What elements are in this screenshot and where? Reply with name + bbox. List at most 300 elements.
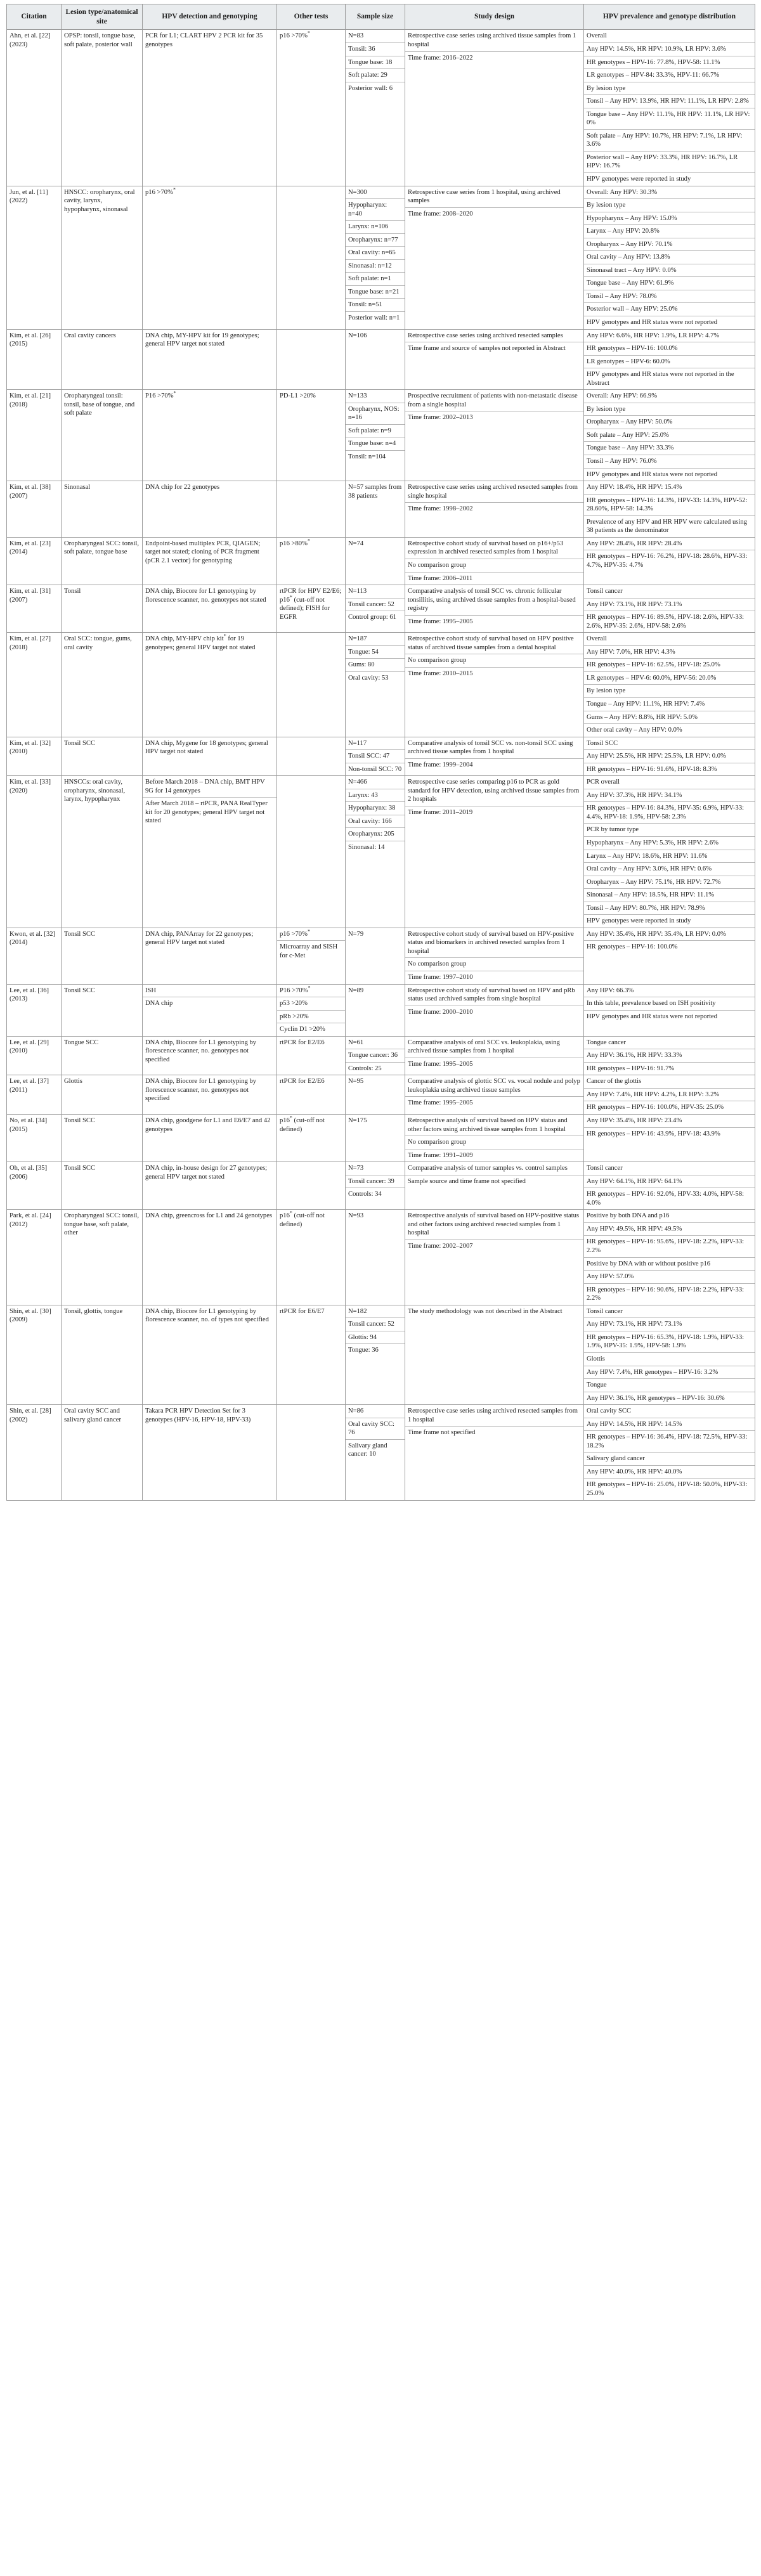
table-row: [7, 1075, 755, 1115]
sample-size-cell: [346, 390, 405, 481]
lesion-cell: [62, 585, 143, 633]
prevalence-cell-line: Overall: Any HPV: 30.3%: [587, 188, 658, 196]
prevalence-cell-line: Any HPV: 73.1%, HR HPV: 73.1%: [584, 598, 755, 609]
footnote-marker: *: [289, 1115, 292, 1121]
prevalence-cell-line: Any HPV: 25.5%, HR HPV: 25.5%, LR HPV: 0.0%: [584, 749, 755, 761]
study-design-cell-line: Time frame: 2002–2013: [405, 411, 583, 422]
sample-size-cell-line: Tongue base: n=21: [346, 285, 405, 297]
sample-size-cell-line: Hypopharynx: n=40: [346, 198, 405, 218]
citation-cell: [7, 1305, 62, 1404]
lesion-cell: [62, 776, 143, 928]
lesion-cell-text: Oral SCC: tongue, gums, oral cavity: [64, 635, 132, 651]
prevalence-cell-line: Any HPV: 7.0%, HR HPV: 4.3%: [584, 645, 755, 657]
sample-size-cell-line: Tonsil cancer: 52: [346, 598, 405, 609]
prevalence-cell-line: Any HPV: 66.3%: [587, 987, 634, 994]
prevalence-cell-line: Tonsil cancer: [587, 588, 623, 595]
study-design-cell: [405, 1036, 584, 1075]
other-tests-cell: [277, 1075, 346, 1115]
other-tests-cell-line: [280, 739, 342, 748]
sample-size-cell-line: Oropharynx, NOS: n=16: [346, 403, 405, 422]
prevalence-cell-line: Any HPV: 73.1%, HR HPV: 73.1%: [584, 1317, 755, 1329]
prevalence-cell: [584, 30, 755, 186]
lesion-cell-text: Glottis: [64, 1078, 82, 1085]
lesion-cell: [62, 537, 143, 585]
lesion-cell-text: Tonsil SCC: [64, 987, 96, 994]
citation-cell-text: Kim, et al. [23] (2014): [10, 540, 51, 556]
prevalence-cell-line: Tongue base – Any HPV: 61.9%: [584, 276, 755, 288]
study-design-cell-line: Retrospective case series using archived resected samples from 1 hospital: [408, 1408, 578, 1423]
prevalence-cell-line: HR genotypes – HPV-16: 92.0%, HPV-33: 4.0%, HPV-58: 4.0%: [584, 1188, 755, 1207]
sample-size-cell-line: N=133: [348, 392, 367, 400]
prevalence-cell: [584, 585, 755, 633]
prevalence-cell-line: Any HPV: 18.4%, HR HPV: 15.4%: [587, 484, 682, 491]
citation-cell: [7, 776, 62, 928]
study-design-cell: [405, 1305, 584, 1404]
sample-size-cell-line: Salivary gland cancer: 10: [346, 1439, 405, 1459]
footnote-marker: *: [173, 390, 176, 396]
citation-cell-text: Jun, et al. [11] (2022): [10, 188, 48, 205]
detection-cell-line: DNA chip, Biocore for L1 genotyping by florescence scanner, no. genotypes not specified: [145, 1078, 257, 1103]
citation-cell: [7, 633, 62, 737]
study-design-cell: [405, 585, 584, 633]
prevalence-cell: [584, 1405, 755, 1500]
sample-size-cell-line: N=89: [348, 987, 364, 994]
lesion-cell-text: HNSCC: oropharynx, oral cavity, larynx, hypopharynx, sinonasal: [64, 188, 135, 213]
lesion-cell: [62, 1115, 143, 1162]
other-tests-cell: [277, 1162, 346, 1210]
detection-cell: [143, 1115, 277, 1162]
prevalence-cell-line: HR genotypes – HPV-16: 25.0%, HPV-18: 50.0%, HPV-33: 25.0%: [584, 1478, 755, 1498]
other-tests-cell: [277, 390, 346, 481]
prevalence-cell-line: By lesion type: [584, 403, 755, 414]
table-row: [7, 585, 755, 633]
sample-size-cell: [346, 329, 405, 390]
prevalence-cell-line: Cancer of the glottis: [587, 1078, 642, 1085]
prevalence-cell-line: Overall: Any HPV: 66.9%: [587, 392, 658, 400]
sample-size-cell-line: N=466: [348, 779, 367, 786]
study-design-cell: [405, 737, 584, 776]
citation-cell: [7, 1115, 62, 1162]
prevalence-cell-line: HR genotypes – HPV-16: 90.6%, HPV-18: 2.2%, HPV-33: 2.2%: [584, 1283, 755, 1303]
study-design-cell-line: Time frame: 2010–2015: [405, 667, 583, 678]
citation-cell-text: Kim, et al. [33] (2020): [10, 779, 51, 794]
prevalence-cell-line: Tongue base – Any HPV: 11.1%, HR HPV: 11.1%, LR HPV: 0%: [584, 108, 755, 127]
citation-cell: [7, 537, 62, 585]
other-tests-cell: [277, 984, 346, 1036]
study-design-cell: [405, 1162, 584, 1210]
prevalence-cell-line: HPV genotypes and HR status were not reported: [584, 1010, 755, 1021]
sample-size-cell: [346, 585, 405, 633]
study-design-cell-line: No comparison group: [405, 957, 583, 969]
prevalence-cell-line: By lesion type: [584, 82, 755, 93]
study-design-cell: [405, 776, 584, 928]
detection-cell: [143, 633, 277, 737]
citation-cell: [7, 1405, 62, 1500]
prevalence-cell-line: LR genotypes – HPV-84: 33.3%, HPV-11: 66.7%: [584, 68, 755, 80]
lesion-cell: [62, 1075, 143, 1115]
sample-size-cell-line: Control group: 61: [346, 611, 405, 622]
detection-cell-line: P16 >70%*: [145, 390, 176, 400]
sample-size-cell-line: Gums: 80: [346, 658, 405, 670]
sample-size-cell-line: N=73: [348, 1165, 364, 1172]
sample-size-cell-line: Tongue: 54: [346, 645, 405, 657]
prevalence-cell-line: Any HPV: 14.5%, HR HPV: 14.5%: [584, 1418, 755, 1429]
prevalence-cell-line: Tongue base – Any HPV: 33.3%: [584, 441, 755, 453]
detection-cell: [143, 737, 277, 776]
prevalence-cell-line: Any HPV: 28.4%, HR HPV: 28.4%: [587, 540, 682, 547]
study-design-cell: [405, 1075, 584, 1115]
other-tests-cell-line: rtPCR for HPV E2/E6; p16* (cut-off not defined); FISH for EGFR: [280, 588, 342, 621]
sample-size-cell: [346, 1115, 405, 1162]
detection-cell: [143, 1210, 277, 1305]
prevalence-cell-line: Sinonasal tract – Any HPV: 0.0%: [584, 264, 755, 275]
other-tests-cell-line: pRb >20%: [277, 1010, 345, 1021]
study-design-cell-line: Time frame: 2011–2019: [405, 806, 583, 817]
study-design-cell-line: Retrospective cohort study of survival based on HPV positive status of archived tissue samples from a dental hospital: [408, 635, 574, 651]
prevalence-cell-line: HR genotypes – HPV-16: 100.0%, HPV-35: 25.0%: [584, 1101, 755, 1112]
prevalence-cell-line: HR genotypes – HPV-16: 89.5%, HPV-18: 2.6%, HPV-33: 2.6%, HPV-35: 2.6%, HPV-58: 2.6%: [584, 611, 755, 630]
lesion-cell: [62, 1210, 143, 1305]
prevalence-cell-line: Any HPV: 35.4%, HR HPV: 23.4%: [587, 1117, 682, 1125]
sample-size-cell-line: Tonsil: n=51: [346, 298, 405, 309]
detection-cell-line: Endpoint-based multiplex PCR, QIAGEN; target not stated; cloning of PCR fragment (pCR 2.1 vector) for genotyping: [145, 540, 261, 564]
citation-cell-text: Kim, et al. [32] (2010): [10, 739, 51, 756]
citation-cell-text: Lee, et al. [36] (2013): [10, 987, 49, 1003]
study-design-cell-line: No comparison group: [405, 654, 583, 665]
other-tests-cell-line: [280, 635, 342, 644]
study-design-cell: [405, 1405, 584, 1500]
study-design-cell-line: Retrospective case series using archived resected samples: [408, 332, 563, 339]
prevalence-cell-line: PCR overall: [587, 779, 620, 786]
table-row: [7, 481, 755, 538]
other-tests-cell-line: rtPCR for E6/E7: [280, 1307, 325, 1315]
sample-size-cell-line: Sinonasal: n=12: [346, 259, 405, 271]
prevalence-cell-line: Soft palate – Any HPV: 10.7%, HR HPV: 7.1%, LR HPV: 3.6%: [584, 129, 755, 149]
prevalence-cell-line: Other oral cavity – Any HPV: 0.0%: [584, 723, 755, 735]
prevalence-cell-line: Oral cavity – Any HPV: 13.8%: [584, 250, 755, 262]
citation-cell-text: Kim, et al. [26] (2015): [10, 332, 51, 348]
other-tests-cell-line: [280, 1164, 342, 1173]
other-tests-cell-line: Microarray and SISH for c-Met: [277, 940, 345, 960]
prevalence-cell-line: HR genotypes – HPV-16: 77.8%, HPV-58: 11.1%: [584, 56, 755, 67]
prevalence-cell: [584, 1115, 755, 1162]
detection-cell-line: DNA chip, goodgene for L1 and E6/E7 and 42 genotypes: [145, 1117, 271, 1133]
study-design-cell: [405, 1210, 584, 1305]
citation-cell-text: Kim, et al. [38] (2007): [10, 484, 51, 500]
study-design-cell-line: Time frame: 1997–2010: [405, 971, 583, 982]
prevalence-cell-line: HR genotypes – HPV-16: 95.6%, HPV-18: 2.2%, HPV-33: 2.2%: [584, 1235, 755, 1255]
detection-cell-line: DNA chip: [143, 997, 276, 1008]
sample-size-cell-line: N=57 samples from 38 patients: [348, 484, 402, 500]
prevalence-cell-line: Tonsil – Any HPV: 80.7%, HR HPV: 78.9%: [584, 902, 755, 913]
other-tests-cell: [277, 30, 346, 186]
citation-cell: [7, 1210, 62, 1305]
prevalence-cell-line: HPV genotypes were reported in study: [584, 914, 755, 926]
lesion-cell: [62, 390, 143, 481]
footnote-marker: *: [308, 985, 311, 991]
sample-size-cell-line: Oral cavity: 53: [346, 671, 405, 683]
prevalence-cell-line: Any HPV: 14.5%, HR HPV: 10.9%, LR HPV: 3.6%: [584, 42, 755, 54]
prevalence-cell-line: By lesion type: [584, 684, 755, 696]
other-tests-cell-line: p16 >70%*: [280, 30, 310, 40]
sample-size-cell-line: Tonsil: n=104: [346, 450, 405, 462]
other-tests-cell: [277, 1210, 346, 1305]
study-design-cell-line: Comparative analysis of oral SCC vs. leukoplakia, using archived tissue samples from 1 hospital: [408, 1039, 560, 1055]
table-row: [7, 1162, 755, 1210]
other-tests-cell: [277, 737, 346, 776]
prevalence-cell: [584, 329, 755, 390]
study-design-cell-line: Comparative analysis of tonsil SCC vs. non-tonsil SCC using archived tissue samples from 1 hospital: [408, 739, 573, 756]
other-tests-cell: [277, 1036, 346, 1075]
lesion-cell: [62, 186, 143, 329]
other-tests-cell-line: Cyclin D1 >20%: [277, 1023, 345, 1034]
study-design-cell-line: Comparative analysis of tumor samples vs. control samples: [408, 1165, 568, 1172]
sample-size-cell: [346, 1162, 405, 1210]
sample-size-cell: [346, 928, 405, 984]
study-design-cell-line: Time frame: 2008–2020: [405, 207, 583, 219]
prevalence-cell-line: Oral cavity – Any HPV: 3.0%, HR HPV: 0.6%: [584, 862, 755, 874]
study-design-cell: [405, 390, 584, 481]
study-design-cell-line: Prospective recruitment of patients with non-metastatic disease from a single hospital: [408, 392, 578, 408]
table-row: [7, 1115, 755, 1162]
detection-cell-line: DNA chip, greencross for L1 and 24 genotypes: [145, 1212, 273, 1220]
prevalence-cell-line: Tongue – Any HPV: 11.1%, HR HPV: 7.4%: [584, 697, 755, 709]
citation-cell: [7, 1075, 62, 1115]
sample-size-cell-line: Oropharynx: n=77: [346, 233, 405, 245]
prevalence-cell-line: Any HPV: 6.6%, HR HPV: 1.9%, LR HPV: 4.7%: [587, 332, 720, 339]
citation-cell-text: Kwon, et al. [32] (2014): [10, 930, 56, 947]
lesion-cell-text: Sinonasal: [64, 484, 91, 491]
prevalence-cell-line: Posterior wall – Any HPV: 33.3%, HR HPV: 16.7%, LR HPV: 16.7%: [584, 151, 755, 171]
study-design-cell-line: Time frame: 2016–2022: [405, 51, 583, 63]
prevalence-cell-line: Overall: [587, 32, 607, 40]
prevalence-cell: [584, 1210, 755, 1305]
sample-size-cell-line: N=95: [348, 1078, 364, 1085]
lesion-cell-text: Tonsil SCC: [64, 930, 96, 938]
header-study-design: Study design: [405, 4, 584, 30]
sample-size-cell-line: Sinonasal: 14: [346, 841, 405, 852]
detection-cell-line: DNA chip, Biocore for L1 genotyping by florescence scanner, no. genotypes not specified: [145, 1039, 257, 1063]
page: [6, 0, 755, 1501]
study-design-cell-line: Sample source and time frame not specified: [405, 1175, 583, 1186]
sample-size-cell: [346, 30, 405, 186]
prevalence-cell-line: HR genotypes – HPV-16: 65.3%, HPV-18: 1.9%, HPV-33: 1.9%, HPV-35: 1.9%, HPV-58: 1.9%: [584, 1331, 755, 1350]
sample-size-cell-line: Tonsil cancer: 39: [346, 1175, 405, 1186]
prevalence-cell-line: Any HPV: 36.1%, HR genotypes – HPV-16: 30.6%: [584, 1392, 755, 1403]
sample-size-cell: [346, 1305, 405, 1404]
hpv-studies-table: [6, 4, 755, 1501]
other-tests-cell-line: p16* (cut-off not defined): [280, 1210, 325, 1228]
prevalence-cell: [584, 1075, 755, 1115]
lesion-cell: [62, 737, 143, 776]
prevalence-cell-line: By lesion type: [584, 198, 755, 210]
prevalence-cell-line: Posterior wall – Any HPV: 25.0%: [584, 302, 755, 314]
citation-cell-text: Shin, et al. [28] (2002): [10, 1408, 51, 1423]
prevalence-cell-line: In this table, prevalence based on ISH positivity: [584, 997, 755, 1008]
study-design-cell-line: Time frame: 1998–2002: [405, 502, 583, 514]
header-hpv-prevalence: HPV prevalence and genotype distribution: [584, 4, 755, 30]
citation-cell: [7, 737, 62, 776]
prevalence-cell-line: Any HPV: 36.1%, HR HPV: 33.3%: [584, 1049, 755, 1060]
detection-cell: [143, 329, 277, 390]
sample-size-cell-line: N=86: [348, 1408, 364, 1415]
sample-size-cell: [346, 1075, 405, 1115]
sample-size-cell-line: N=117: [348, 739, 367, 747]
table-header: [7, 4, 755, 30]
sample-size-cell-line: Tonsil: 36: [346, 42, 405, 54]
prevalence-cell: [584, 1305, 755, 1404]
lesion-cell-text: Oropharyngeal SCC: tonsil, soft palate, tongue base: [64, 540, 139, 556]
lesion-cell-text: Tonsil SCC: [64, 1165, 96, 1172]
sample-size-cell-line: Hypopharynx: 38: [346, 801, 405, 813]
other-tests-cell-line: [280, 778, 342, 787]
lesion-cell: [62, 928, 143, 984]
detection-cell-line: Before March 2018 – DNA chip, BMT HPV 9G for 14 genotypes: [145, 779, 265, 794]
table-row: [7, 984, 755, 1036]
prevalence-cell-line: Larynx – Any HPV: 18.6%, HR HPV: 11.6%: [584, 850, 755, 861]
footnote-marker: *: [307, 30, 310, 36]
prevalence-cell-line: Larynx – Any HPV: 20.8%: [584, 224, 755, 236]
prevalence-cell-line: HR genotypes – HPV-16: 36.4%, HPV-18: 72.5%, HPV-33: 18.2%: [584, 1430, 755, 1450]
sample-size-cell-line: Oral cavity SCC: 76: [346, 1418, 405, 1437]
prevalence-cell-line: LR genotypes – HPV-6: 60.0%: [584, 355, 755, 366]
sample-size-cell: [346, 1405, 405, 1500]
study-design-cell-line: Retrospective cohort study of survival based on HPV and pRb status used archived samples from single hospital: [408, 987, 575, 1003]
other-tests-cell: [277, 329, 346, 390]
sample-size-cell-line: N=300: [348, 188, 367, 196]
prevalence-cell-line: HR genotypes – HPV-16: 91.7%: [584, 1062, 755, 1073]
study-design-cell: [405, 186, 584, 329]
footnote-marker: *: [172, 186, 176, 193]
other-tests-cell-line: [280, 1407, 342, 1416]
lesion-cell-text: Oropharyngeal SCC: tonsil, tongue base, soft palate, other: [64, 1212, 139, 1237]
sample-size-cell-line: Non-tonsil SCC: 70: [346, 763, 405, 774]
lesion-cell-text: HNSCCs: oral cavity, oropharynx, sinonasal, larynx, hypopharynx: [64, 779, 126, 803]
prevalence-cell-line: Oral cavity SCC: [587, 1408, 632, 1415]
study-design-cell-line: Retrospective cohort study of survival based on HPV-positive status and biomarkers in archived resected samples from 1 hospital: [408, 930, 574, 955]
sample-size-cell-line: Posterior wall: 6: [346, 82, 405, 93]
sample-size-cell-line: Larynx: 43: [346, 789, 405, 800]
detection-cell-line: DNA chip, MY-HPV kit for 19 genotypes; general HPV target not stated: [145, 332, 259, 348]
table-row: [7, 30, 755, 186]
study-design-cell-line: Time frame: 1995–2005: [405, 615, 583, 626]
detection-cell: [143, 481, 277, 538]
citation-cell-text: Lee, et al. [29] (2010): [10, 1039, 49, 1055]
study-design-cell-line: Retrospective analysis of survival based on HPV-positive status and other factors using archived resected samples from 1 hospital: [408, 1212, 580, 1237]
detection-cell-line: DNA chip, Mygene for 18 genotypes; general HPV target not stated: [145, 739, 268, 756]
citation-cell-text: Kim, et al. [27] (2018): [10, 635, 51, 651]
prevalence-cell-line: Tongue cancer: [587, 1039, 626, 1046]
prevalence-cell-line: Oropharynx – Any HPV: 50.0%: [584, 415, 755, 427]
detection-cell-line: PCR for L1; CLART HPV 2 PCR kit for 35 genotypes: [145, 32, 263, 48]
table-row: [7, 390, 755, 481]
prevalence-cell: [584, 390, 755, 481]
lesion-cell-text: Tonsil SCC: [64, 739, 96, 747]
sample-size-cell-line: N=74: [348, 540, 364, 547]
sample-size-cell-line: Tongue base: 18: [346, 56, 405, 67]
lesion-cell-text: Tonsil, glottis, tongue: [64, 1307, 123, 1315]
prevalence-cell-line: Tonsil – Any HPV: 76.0%: [584, 455, 755, 466]
study-design-cell-line: Time frame: 1991–2009: [405, 1149, 583, 1160]
citation-cell-text: Lee, et al. [37] (2011): [10, 1078, 49, 1094]
sample-size-cell-line: Controls: 34: [346, 1188, 405, 1199]
citation-cell-text: Park, et al. [24] (2012): [10, 1212, 51, 1228]
citation-cell-text: Oh, et al. [35] (2006): [10, 1165, 48, 1181]
other-tests-cell-line: p16 >80%*: [280, 538, 310, 547]
sample-size-cell: [346, 1210, 405, 1305]
lesion-cell-text: OPSP: tonsil, tongue base, soft palate, posterior wall: [64, 32, 136, 48]
citation-cell: [7, 1036, 62, 1075]
detection-cell: [143, 30, 277, 186]
lesion-cell: [62, 984, 143, 1036]
prevalence-cell: [584, 928, 755, 984]
lesion-cell-text: Oral cavity cancers: [64, 332, 116, 339]
study-design-cell: [405, 481, 584, 538]
lesion-cell: [62, 329, 143, 390]
prevalence-cell-line: Gums – Any HPV: 8.8%, HR HPV: 5.0%: [584, 711, 755, 722]
footnote-marker: *: [307, 538, 310, 544]
sample-size-cell-line: Larynx: n=106: [346, 220, 405, 231]
other-tests-cell: [277, 585, 346, 633]
footnote-marker: *: [289, 594, 292, 600]
table-row: [7, 1405, 755, 1500]
footnote-marker: *: [307, 928, 310, 935]
detection-cell-line: DNA chip, Biocore for L1 genotyping by florescence scanner, no. genotypes not stated: [145, 588, 266, 604]
sample-size-cell-line: Oral cavity: n=65: [346, 246, 405, 257]
prevalence-cell: [584, 737, 755, 776]
study-design-cell-line: Retrospective analysis of survival based on HPV status and other factors using archived tissue samples from 1 hospital: [408, 1117, 568, 1133]
table-row: [7, 1305, 755, 1404]
table-row: [7, 329, 755, 390]
sample-size-cell-line: N=83: [348, 32, 364, 40]
detection-cell: [143, 1036, 277, 1075]
header-row: [7, 4, 755, 30]
other-tests-cell: [277, 776, 346, 928]
table-row: [7, 633, 755, 737]
study-design-cell-line: Retrospective case series from 1 hospital, using archived samples: [408, 188, 561, 205]
prevalence-cell-line: Glottis: [584, 1352, 755, 1364]
sample-size-cell-line: Tongue: 36: [346, 1343, 405, 1355]
sample-size-cell-line: Soft palate: 29: [346, 68, 405, 80]
other-tests-cell: [277, 186, 346, 329]
prevalence-cell-line: Tonsil – Any HPV: 13.9%, HR HPV: 11.1%, LR HPV: 2.8%: [584, 94, 755, 106]
sample-size-cell-line: Tonsil SCC: 47: [346, 749, 405, 761]
lesion-cell: [62, 1405, 143, 1500]
sample-size-cell-line: N=175: [348, 1117, 367, 1125]
prevalence-cell-line: Any HPV: 40.0%, HR HPV: 40.0%: [584, 1465, 755, 1477]
table-row: [7, 928, 755, 984]
table-row: [7, 776, 755, 928]
table-row: [7, 186, 755, 329]
sample-size-cell: [346, 737, 405, 776]
citation-cell: [7, 481, 62, 538]
prevalence-cell-line: Oropharynx – Any HPV: 70.1%: [584, 238, 755, 249]
prevalence-cell: [584, 481, 755, 538]
footnote-marker: *: [289, 1210, 292, 1216]
sample-size-cell: [346, 984, 405, 1036]
lesion-cell-text: Oropharyngeal tonsil: tonsil, base of tongue, and soft palate: [64, 392, 135, 417]
prevalence-cell: [584, 1036, 755, 1075]
study-design-cell: [405, 1115, 584, 1162]
prevalence-cell-line: Positive by both DNA and p16: [587, 1212, 670, 1220]
prevalence-cell: [584, 186, 755, 329]
prevalence-cell-line: Tonsil SCC: [587, 739, 618, 747]
study-design-cell-line: Time frame: 2002–2007: [405, 1239, 583, 1251]
prevalence-cell-line: Sinonasal – Any HPV: 18.5%, HR HPV: 11.1%: [584, 888, 755, 900]
study-design-cell-line: Time frame: 1995–2005: [405, 1096, 583, 1108]
detection-cell: [143, 1075, 277, 1115]
header-sample-size: Sample size: [346, 4, 405, 30]
